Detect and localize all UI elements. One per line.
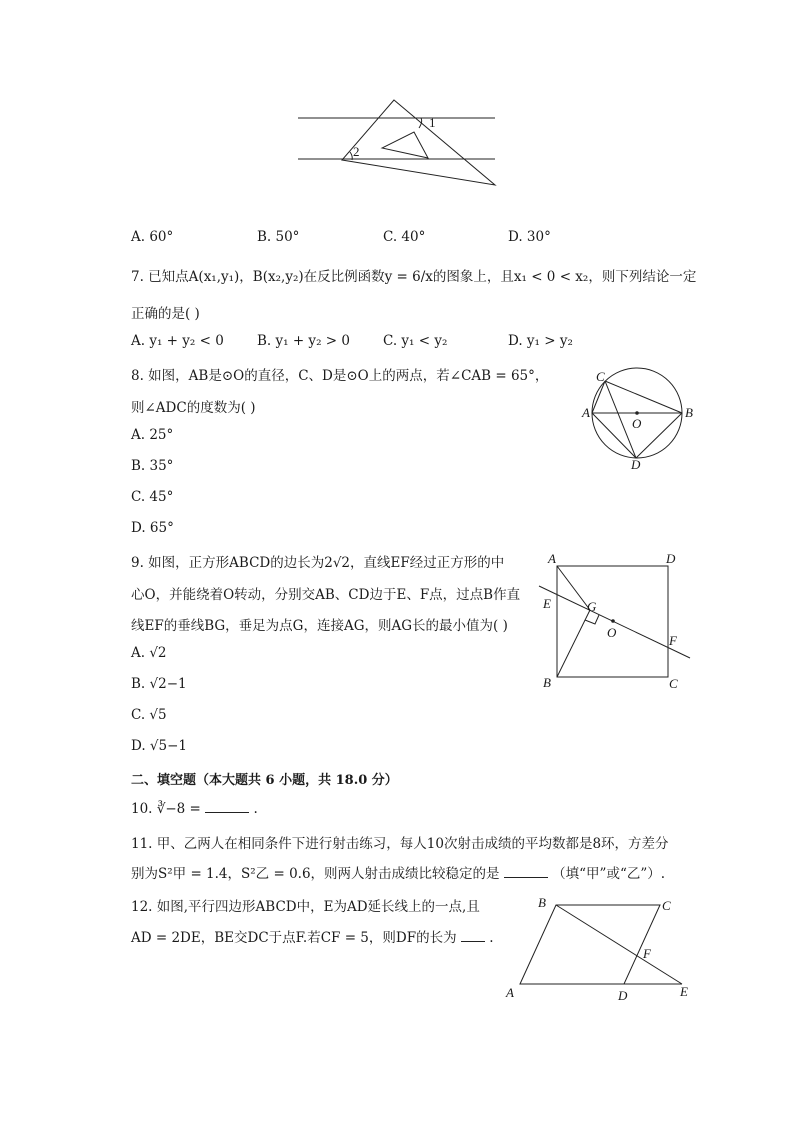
q9-option-d: D. √5−1 — [131, 738, 188, 754]
label-o: O — [632, 416, 642, 431]
segment-ag — [557, 566, 590, 610]
q12-line2-prefix: AD = 2DE，BE交DC于点F.若CF = 5，则DF的长为 — [131, 930, 457, 946]
label-c: C — [596, 369, 605, 384]
q9-figure — [535, 550, 695, 695]
triangle-outer — [342, 100, 495, 185]
q8-option-b: B. 35° — [131, 458, 174, 474]
label-f: F — [643, 946, 651, 961]
q11-answer-blank[interactable] — [504, 865, 548, 878]
section-2-title: 二、填空题（本大题共 6 小题，共 18.0 分） — [131, 773, 398, 788]
chord-cb — [605, 381, 682, 413]
q7-stem-line1: 7. 已知点A(x₁,y₁)，B(x₂,y₂)在反比例函数y = 6/x的图象上，且x₁ < 0 < x₂，则下列结论一定 — [131, 269, 697, 285]
q8-stem-line1: 8. 如图，AB是⊙O的直径，C、D是⊙O上的两点，若∠CAB = 65°， — [131, 368, 549, 384]
line-ef — [539, 586, 690, 658]
q6-option-b: B. 50° — [257, 229, 300, 245]
label-c: C — [669, 676, 678, 691]
chord-ac — [592, 381, 605, 413]
center-dot — [635, 411, 639, 415]
q10-stem — [131, 800, 258, 817]
q7-option-d: D. y₁ > y₂ — [508, 333, 573, 349]
label-d: D — [618, 988, 628, 1003]
q11-line2-prefix: 别为S²甲 = 1.4，S²乙 = 0.6，则两人射击成绩比较稳定的是 — [131, 866, 500, 882]
q11-stem-line1: 11. 甲、乙两人在相同条件下进行射击练习，每人10次射击成绩的平均数都是8环，方差分 — [131, 836, 669, 852]
angle-1-label: 1 — [429, 115, 436, 130]
q12-stem-line2 — [131, 926, 493, 946]
q6-option-d: D. 30° — [508, 229, 551, 245]
label-c: C — [662, 898, 671, 913]
q6-option-a: A. 60° — [131, 229, 174, 245]
q8-option-d: D. 65° — [131, 520, 174, 536]
q8-figure — [576, 366, 696, 472]
q9-option-c: C. √5 — [131, 707, 167, 723]
q11-line2-suffix: （填“甲”或“乙”）. — [552, 866, 666, 882]
q9-option-a: A. √2 — [131, 645, 167, 661]
q9-stem-line3: 线EF的垂线BG，垂足为点G，连接AG，则AG长的最小值为( ) — [131, 618, 508, 634]
label-b: B — [685, 405, 693, 420]
q11-stem-line2 — [131, 862, 665, 882]
label-d: D — [666, 551, 676, 566]
q9-option-b: B. √2−1 — [131, 676, 187, 692]
parallelogram-abcd — [520, 905, 660, 984]
chord-bd — [636, 413, 682, 458]
label-a: A — [548, 551, 556, 566]
q8-option-c: C. 45° — [131, 489, 174, 505]
center-dot — [611, 619, 615, 623]
q6-figure — [290, 92, 510, 192]
label-b: B — [543, 675, 551, 690]
triangle-inner — [382, 132, 428, 158]
q7-option-a: A. y₁ + y₂ < 0 — [131, 333, 224, 349]
q10-prefix: 10. ∛−8 = — [131, 801, 201, 817]
q7-stem-line2: 正确的是( ) — [131, 306, 200, 322]
q9-stem-line2: 心O，并能绕着O转动，分别交AB、CD边于E、F点，过点B作直 — [131, 587, 521, 603]
label-a: A — [582, 405, 590, 420]
q10-answer-blank[interactable] — [205, 800, 249, 813]
q10-suffix: . — [253, 801, 258, 817]
q12-line2-suffix: . — [489, 930, 494, 946]
q6-option-c: C. 40° — [383, 229, 426, 245]
label-b: B — [538, 895, 546, 910]
q8-option-a: A. 25° — [131, 427, 174, 443]
label-f: F — [669, 633, 677, 648]
label-e: E — [680, 984, 688, 999]
q8-stem-line2: 则∠ADC的度数为( ) — [131, 400, 256, 416]
label-o: O — [607, 625, 617, 640]
angle-1-arc — [419, 118, 422, 128]
label-d: D — [631, 457, 641, 472]
q7-option-c: C. y₁ < y₂ — [383, 333, 448, 349]
q9-stem-line1: 9. 如图，正方形ABCD的边长为2√2，直线EF经过正方形的中 — [131, 555, 505, 571]
q12-stem-line1: 12. 如图,平行四边形ABCD中，E为AD延长线上的一点,且 — [131, 899, 480, 915]
angle-2-label: 2 — [353, 144, 360, 159]
label-e: E — [543, 596, 551, 611]
segment-be — [556, 905, 682, 984]
q12-figure — [500, 894, 700, 1006]
q12-answer-blank[interactable] — [461, 929, 485, 942]
label-g: G — [587, 599, 597, 614]
label-a: A — [506, 985, 514, 1000]
q7-option-b: B. y₁ + y₂ > 0 — [257, 333, 350, 349]
